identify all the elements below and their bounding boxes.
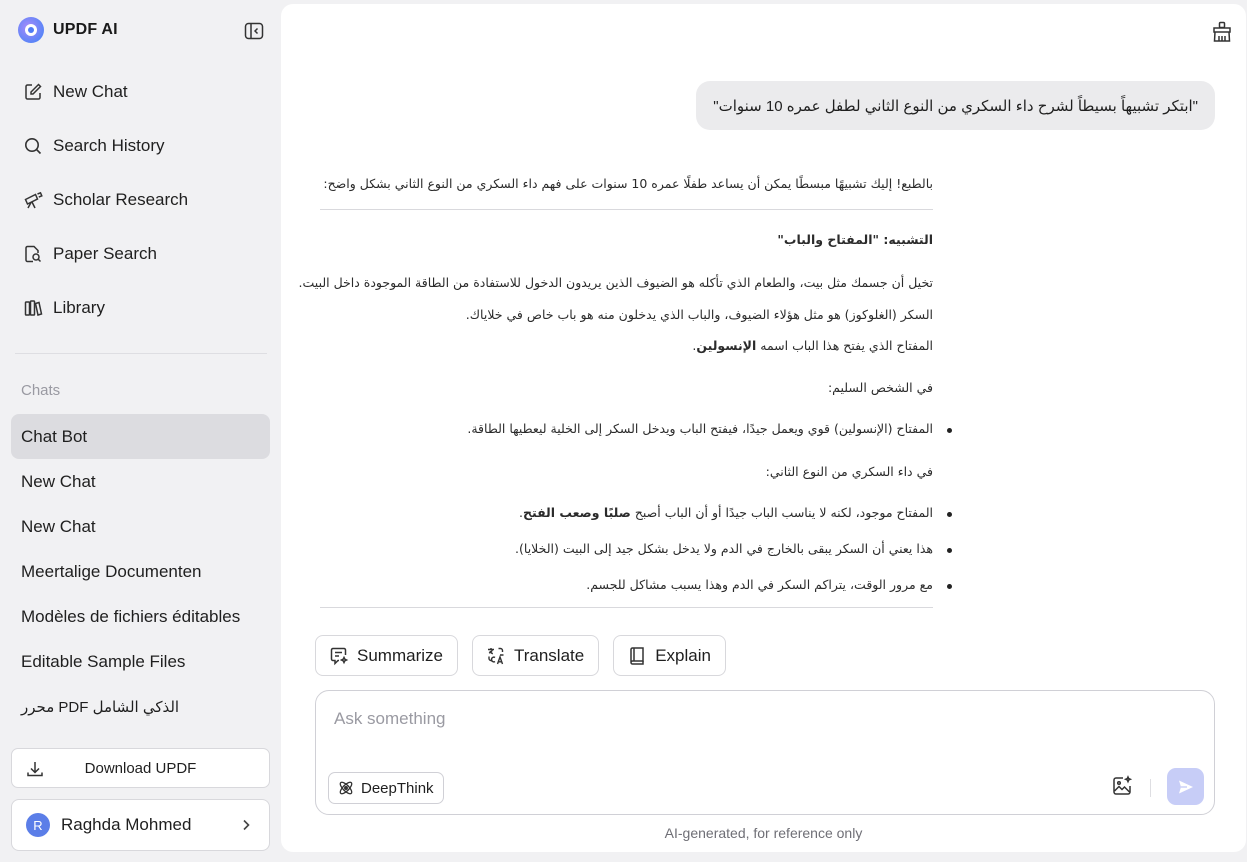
sidebar-nav (12, 65, 268, 335)
disclaimer-text: AI-generated, for reference only (664, 825, 863, 841)
answer-subheading: في الشخص السليم: (827, 380, 933, 395)
nav-new-chat[interactable] (12, 65, 268, 119)
send-icon (1177, 778, 1195, 796)
answer-divider (320, 607, 933, 608)
send-button[interactable] (1167, 768, 1204, 805)
book-icon (627, 646, 647, 666)
document-search-icon (23, 244, 43, 264)
user-message-bubble: "ابتكر تشبيهاً بسيطاً لشرح داء السكري من النوع الثاني لطفل عمره 10 سنوات" (696, 81, 1215, 130)
chat-composer (315, 690, 1215, 815)
answer-bullet (515, 541, 933, 556)
explain-label: Explain (655, 645, 711, 665)
summarize-icon (329, 646, 349, 666)
chats-section-label: Chats (21, 382, 61, 399)
nav-library[interactable] (12, 281, 268, 335)
search-icon (23, 136, 43, 156)
composer-separator (1150, 779, 1151, 797)
bullet-text: هذا يعني أن السكر يبقى بالخارج في الدم ولا يدخل بشكل جيد إلى البيت (الخلايا). (515, 541, 933, 556)
explain-button[interactable] (613, 635, 726, 676)
bullet-icon (947, 548, 952, 553)
bullet-icon (947, 428, 952, 433)
bullet-text: المفتاح موجود، لكنه لا يناسب الباب جيدًا أو أن الباب أصبح (630, 505, 933, 520)
chevron-right-icon (239, 818, 253, 832)
avatar: R (26, 813, 50, 837)
download-updf-button[interactable] (11, 748, 270, 788)
chat-item[interactable]: Modèles de fichiers éditables (21, 606, 241, 626)
clear-chat-icon[interactable] (1210, 20, 1234, 44)
chat-history-list (11, 414, 270, 729)
telescope-icon (23, 190, 43, 210)
answer-heading (777, 232, 933, 247)
answer-paragraph (692, 338, 933, 353)
chat-item[interactable]: محرر PDF الذكي الشامل (21, 698, 180, 716)
answer-bullet (519, 505, 933, 520)
deepthink-label: DeepThink (361, 779, 434, 797)
para-bold-text: الإنسولين (696, 338, 757, 353)
nav-scholar-research[interactable] (12, 173, 268, 227)
translate-icon (486, 646, 506, 666)
answer-intro: بالطبع! إليك تشبيهًا مبسطًا يمكن أن يساعد طفلًا عمره 10 سنوات على فهم داء السكري من النوع الثاني بشكل واضح: (323, 176, 933, 191)
bullet-icon (947, 584, 952, 589)
answer-subheading: في داء السكري من النوع الثاني: (765, 464, 933, 479)
chat-panel (281, 4, 1246, 852)
library-icon (23, 298, 43, 318)
sidebar-divider (15, 353, 267, 354)
bullet-bold-text: صلبًا وصعب الفتح (522, 505, 631, 520)
brand-name: UPDF AI (53, 21, 118, 38)
summarize-label: Summarize (357, 645, 443, 665)
nav-label: New Chat (53, 82, 128, 101)
translate-button[interactable] (472, 635, 599, 676)
download-icon (25, 759, 45, 779)
para-text: المفتاح الذي يفتح هذا الباب اسمه (756, 338, 933, 353)
summarize-button[interactable] (315, 635, 458, 676)
deepthink-toggle[interactable] (328, 772, 444, 804)
para-text: . (692, 338, 697, 353)
heading-value: "المفتاح والباب" (777, 232, 880, 247)
chat-item[interactable]: Editable Sample Files (21, 651, 186, 671)
bullet-icon (947, 512, 952, 517)
chat-item[interactable]: New Chat (21, 516, 96, 536)
nav-search-history[interactable] (12, 119, 268, 173)
message-input[interactable] (334, 709, 1174, 729)
user-name: Raghda Mohmed (61, 815, 192, 834)
heading-label: التشبيه: (883, 232, 933, 247)
quick-actions (315, 635, 726, 676)
image-upload-icon[interactable] (1111, 775, 1133, 797)
answer-bullet (586, 577, 933, 592)
answer-bullet (467, 421, 933, 436)
user-profile[interactable] (11, 799, 270, 851)
chat-item-active[interactable]: Chat Bot (11, 414, 270, 459)
nav-label: Paper Search (53, 244, 157, 263)
download-label: Download UPDF (84, 759, 197, 777)
chat-item[interactable]: New Chat (21, 471, 96, 491)
atom-icon (337, 779, 355, 797)
answer-divider (320, 209, 933, 210)
updf-logo-icon (18, 17, 44, 43)
brand[interactable] (18, 17, 118, 43)
nav-label: Scholar Research (53, 190, 189, 209)
nav-paper-search[interactable] (12, 227, 268, 281)
bullet-text: المفتاح (الإنسولين) قوي ويعمل جيدًا، فيفتح الباب ويدخل السكر إلى الخلية ليعطيها الطاقة. (467, 421, 933, 436)
nav-label: Search History (53, 136, 165, 155)
answer-paragraph: السكر (الغلوكوز) هو مثل هؤلاء الضيوف، والباب الذي يدخلون منه هو باب خاص في خلاياك. (465, 307, 933, 322)
edit-icon (23, 82, 43, 102)
nav-label: Library (53, 298, 105, 317)
bullet-text: مع مرور الوقت، يتراكم السكر في الدم وهذا يسبب مشاكل للجسم. (586, 577, 933, 592)
bullet-text: . (518, 505, 523, 520)
translate-label: Translate (513, 645, 585, 665)
collapse-sidebar-icon[interactable] (244, 21, 264, 41)
chat-item[interactable]: Meertalige Documenten (21, 561, 202, 581)
sidebar (0, 0, 280, 862)
answer-paragraph: تخيل أن جسمك مثل بيت، والطعام الذي تأكله هو الضيوف الذين يريدون الدخول للاستفادة من الطاقة الموجودة داخل البيت. (298, 275, 933, 290)
